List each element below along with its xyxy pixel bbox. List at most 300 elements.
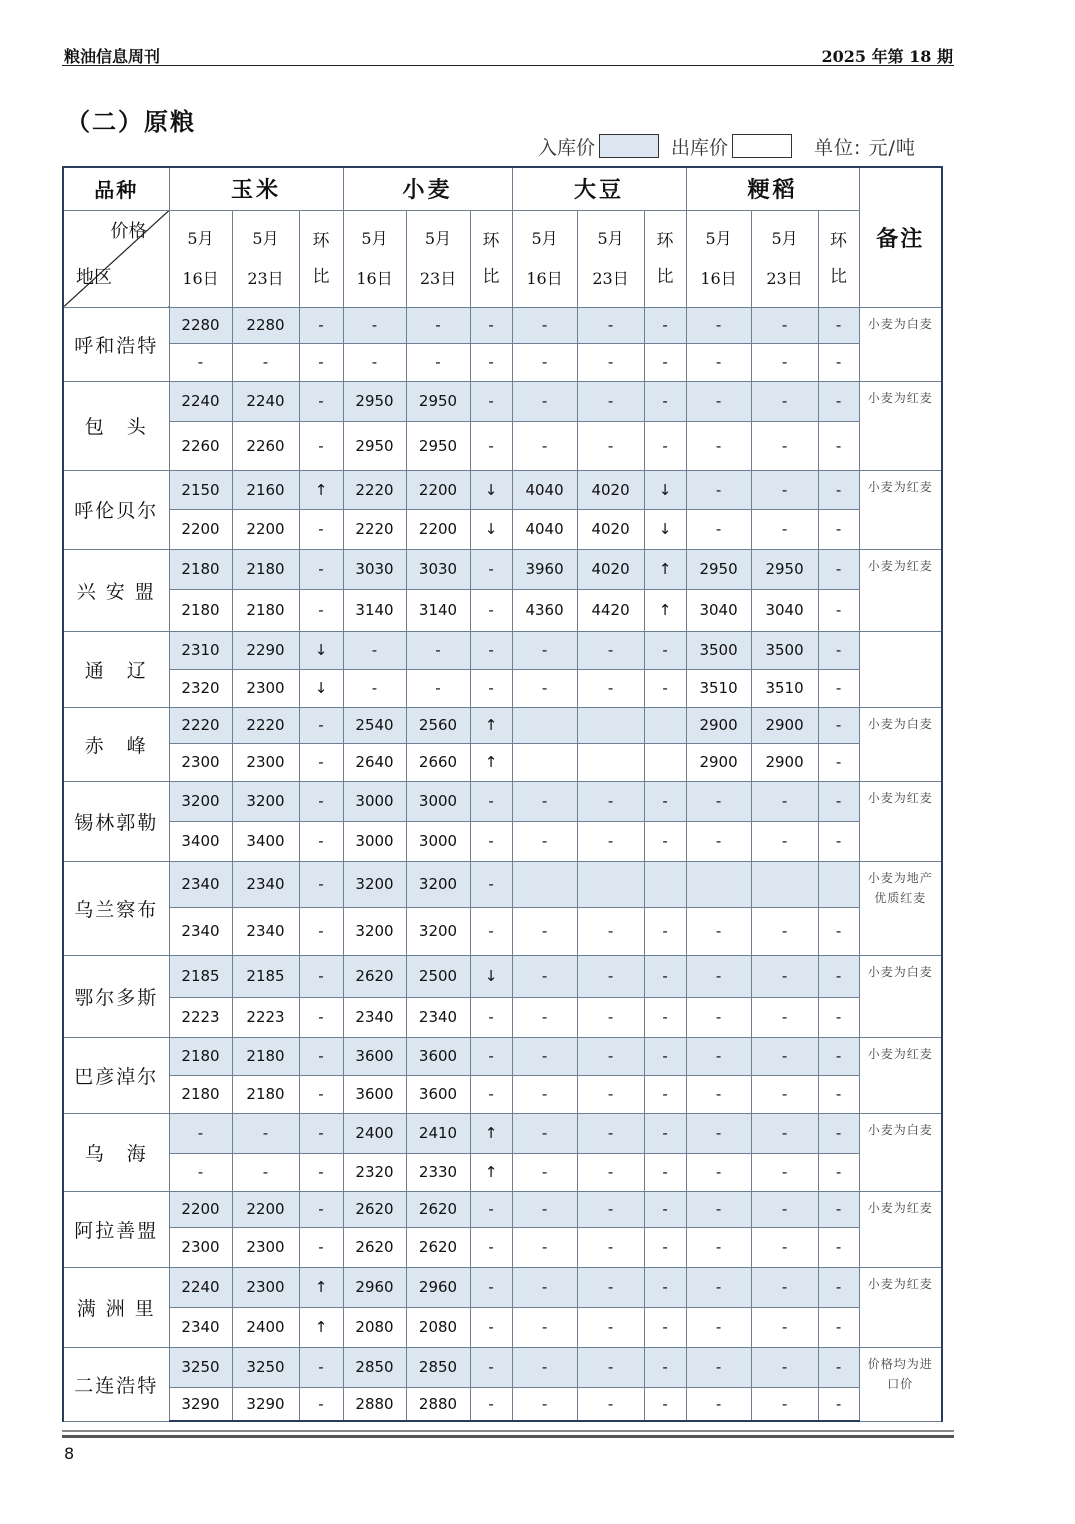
change-indicator [818, 861, 859, 907]
change-indicator: - [299, 707, 343, 743]
outbound-price-cell: - [686, 1307, 751, 1347]
inbound-price-cell: 2150 [169, 470, 232, 509]
outbound-price-cell: 3400 [232, 821, 299, 861]
change-indicator: - [644, 1113, 686, 1153]
inbound-price-cell: 2620 [343, 1191, 406, 1227]
inbound-price-cell: 2160 [232, 470, 299, 509]
change-indicator: - [299, 381, 343, 421]
outbound-price-cell: 4040 [512, 509, 577, 549]
outbound-price-cell: 2320 [343, 1153, 406, 1191]
outbound-price-cell: - [686, 421, 751, 470]
outbound-price-cell: - [577, 1227, 644, 1267]
change-indicator: - [299, 589, 343, 631]
outbound-price-cell: 2180 [232, 589, 299, 631]
inbound-price-cell: - [577, 955, 644, 997]
outbound-price-cell: 2300 [232, 1227, 299, 1267]
change-indicator: - [644, 1347, 686, 1387]
change-indicator: - [299, 1113, 343, 1153]
table-row [63, 509, 942, 549]
outbound-price-cell: 2880 [406, 1387, 470, 1421]
change-indicator: - [299, 1075, 343, 1113]
change-indicator: - [644, 1075, 686, 1113]
change-indicator: - [818, 1075, 859, 1113]
outbound-price-cell: 2660 [406, 743, 470, 781]
change-indicator: - [470, 549, 512, 589]
region-name: 兴 安 盟 [63, 549, 169, 631]
inbound-price-cell: - [686, 470, 751, 509]
date-month: 5月 [187, 228, 214, 248]
change-indicator: ↓ [644, 470, 686, 509]
outbound-price-cell: - [751, 1153, 818, 1191]
outbound-price-cell: 2180 [232, 1075, 299, 1113]
inbound-price-cell [577, 707, 644, 743]
inbound-price-cell: 3600 [343, 1037, 406, 1075]
inbound-price-cell: 2280 [169, 307, 232, 343]
outbound-price-cell: - [343, 343, 406, 381]
table-row [63, 1075, 942, 1113]
region-name: 包 头 [63, 381, 169, 470]
inbound-label: 入库价 [538, 136, 596, 159]
outbound-price-cell: - [751, 821, 818, 861]
price-region-diagonal-header [63, 210, 169, 307]
price-label: 价格 [110, 220, 147, 242]
change-indicator: - [299, 1347, 343, 1387]
inbound-price-cell: - [686, 307, 751, 343]
inbound-price-cell: - [751, 307, 818, 343]
table-row [63, 861, 942, 907]
inbound-price-cell [512, 861, 577, 907]
change-indicator: - [470, 421, 512, 470]
outbound-price-cell: - [751, 1307, 818, 1347]
remark-cell: 价格均为进口价 [859, 1347, 942, 1421]
inbound-price-cell: 2960 [406, 1267, 470, 1307]
region-name: 阿拉善盟 [63, 1191, 169, 1267]
region-name: 赤 峰 [63, 707, 169, 781]
outbound-price-cell: - [686, 997, 751, 1037]
publication-title: 粮油信息周刊 [64, 47, 161, 66]
change-indicator: ↓ [299, 631, 343, 669]
outbound-price-cell: - [406, 669, 470, 707]
inbound-price-cell: - [512, 1347, 577, 1387]
inbound-swatch [599, 134, 659, 158]
change-indicator: - [470, 1307, 512, 1347]
inbound-price-cell: - [512, 631, 577, 669]
outbound-price-cell: 3290 [232, 1387, 299, 1421]
inbound-price-cell: 3000 [406, 781, 470, 821]
inbound-price-cell: 4020 [577, 470, 644, 509]
inbound-price-cell: 2300 [232, 1267, 299, 1307]
section-title: （二）原粮 [66, 108, 196, 136]
change-header-wheat [470, 210, 512, 307]
inbound-price-cell: 2400 [343, 1113, 406, 1153]
outbound-price-cell: - [577, 1153, 644, 1191]
inbound-price-cell: 2340 [169, 861, 232, 907]
table-row [63, 997, 942, 1037]
change-indicator: - [470, 821, 512, 861]
outbound-price-cell: 2340 [406, 997, 470, 1037]
change-label-top: 环 [312, 230, 330, 251]
change-label-top: 环 [482, 230, 500, 251]
inbound-price-cell: - [751, 1191, 818, 1227]
outbound-price-cell: - [751, 997, 818, 1037]
change-indicator: ↓ [299, 669, 343, 707]
region-name: 鄂尔多斯 [63, 955, 169, 1037]
region-name: 呼伦贝尔 [63, 470, 169, 549]
inbound-price-cell: - [686, 955, 751, 997]
change-indicator: - [644, 821, 686, 861]
inbound-price-cell: - [577, 381, 644, 421]
outbound-price-cell: 2880 [343, 1387, 406, 1421]
remark-cell: 小麦为白麦 [859, 1113, 942, 1191]
inbound-price-cell: 2290 [232, 631, 299, 669]
date-header-wheat-date2 [406, 210, 470, 307]
date-month: 5月 [531, 228, 558, 248]
inbound-price-cell: 2280 [232, 307, 299, 343]
outbound-price-cell: 2320 [169, 669, 232, 707]
change-label-bottom: 比 [830, 266, 848, 287]
inbound-price-cell: 4040 [512, 470, 577, 509]
outbound-price-cell: - [512, 907, 577, 955]
region-name: 巴彦淖尔 [63, 1037, 169, 1113]
outbound-price-cell: - [577, 1307, 644, 1347]
change-indicator: - [818, 509, 859, 549]
change-indicator: - [644, 669, 686, 707]
change-indicator: - [299, 1227, 343, 1267]
outbound-price-cell: - [512, 1227, 577, 1267]
inbound-price-cell: - [512, 955, 577, 997]
remark-cell: 小麦为红麦 [859, 1191, 942, 1267]
change-indicator: ↑ [299, 1307, 343, 1347]
change-indicator: ↓ [470, 470, 512, 509]
change-indicator: - [818, 549, 859, 589]
change-indicator: - [818, 907, 859, 955]
change-indicator: - [818, 1387, 859, 1421]
outbound-price-cell: 2340 [343, 997, 406, 1037]
change-indicator: - [818, 589, 859, 631]
remark-cell: 小麦为红麦 [859, 470, 942, 549]
change-indicator: - [818, 1191, 859, 1227]
outbound-price-cell: 2340 [232, 907, 299, 955]
outbound-price-cell: 2950 [343, 421, 406, 470]
change-indicator: - [818, 781, 859, 821]
table-row [63, 343, 942, 381]
inbound-price-cell: 2180 [232, 549, 299, 589]
change-indicator: - [818, 997, 859, 1037]
inbound-price-cell: - [343, 307, 406, 343]
inbound-price-cell: - [512, 1191, 577, 1227]
outbound-swatch [732, 134, 792, 158]
change-indicator: ↑ [470, 743, 512, 781]
region-name: 通 辽 [63, 631, 169, 707]
inbound-price-cell: 2950 [343, 381, 406, 421]
change-indicator: - [299, 781, 343, 821]
crop-header-corn: 玉米 [169, 167, 343, 210]
change-indicator: ↑ [299, 470, 343, 509]
change-indicator: - [470, 1267, 512, 1307]
inbound-price-cell: - [512, 381, 577, 421]
change-indicator: - [299, 743, 343, 781]
outbound-price-cell: 3040 [686, 589, 751, 631]
inbound-price-cell: - [686, 1191, 751, 1227]
inbound-price-cell: - [577, 1267, 644, 1307]
remark-cell: 小麦为地产优质红麦 [859, 861, 942, 955]
outbound-price-cell: 2080 [406, 1307, 470, 1347]
inbound-price-cell: 3000 [343, 781, 406, 821]
table-row [63, 1227, 942, 1267]
table-row [63, 549, 942, 589]
inbound-price-cell: 2900 [751, 707, 818, 743]
date-day: 16日 [526, 268, 563, 288]
change-label-bottom: 比 [482, 266, 500, 287]
table-row [63, 1267, 942, 1307]
inbound-price-cell: 3250 [232, 1347, 299, 1387]
inbound-price-cell: - [343, 631, 406, 669]
change-label-top: 环 [830, 230, 848, 251]
outbound-price-cell: - [686, 509, 751, 549]
date-month: 5月 [361, 228, 388, 248]
outbound-price-cell: 3290 [169, 1387, 232, 1421]
change-indicator: - [299, 821, 343, 861]
crop-header-soybean: 大豆 [512, 167, 686, 210]
outbound-price-cell: 2900 [751, 743, 818, 781]
unit-label: 单位: 元/吨 [814, 136, 916, 159]
outbound-price-cell: 2200 [232, 509, 299, 549]
change-indicator: - [470, 1037, 512, 1075]
outbound-price-cell: 3000 [343, 821, 406, 861]
date-month: 5月 [252, 228, 279, 248]
change-indicator: - [818, 955, 859, 997]
change-indicator: - [644, 1153, 686, 1191]
outbound-price-cell: 2300 [169, 1227, 232, 1267]
outbound-price-cell: - [577, 907, 644, 955]
outbound-price-cell: - [577, 669, 644, 707]
inbound-price-cell: 2620 [343, 955, 406, 997]
outbound-price-cell: 3400 [169, 821, 232, 861]
outbound-price-cell: - [512, 421, 577, 470]
outbound-price-cell: - [751, 1387, 818, 1421]
inbound-price-cell: - [751, 470, 818, 509]
crop-header-japonica-rice: 粳稻 [686, 167, 859, 210]
change-indicator: - [299, 1037, 343, 1075]
outbound-price-cell: 2260 [169, 421, 232, 470]
change-indicator: - [818, 1267, 859, 1307]
inbound-price-cell: - [406, 631, 470, 669]
inbound-price-cell: 2560 [406, 707, 470, 743]
outbound-price-cell: - [512, 1153, 577, 1191]
outbound-price-cell: 2620 [343, 1227, 406, 1267]
change-indicator: - [299, 343, 343, 381]
change-indicator: ↓ [644, 509, 686, 549]
inbound-price-cell: - [577, 1347, 644, 1387]
change-indicator: - [470, 861, 512, 907]
inbound-price-cell [512, 707, 577, 743]
outbound-price-cell: 3140 [406, 589, 470, 631]
inbound-price-cell: 2180 [232, 1037, 299, 1075]
inbound-price-cell: 4020 [577, 549, 644, 589]
outbound-price-cell: 2340 [169, 907, 232, 955]
outbound-price-cell: - [512, 1075, 577, 1113]
region-name: 二连浩特 [63, 1347, 169, 1421]
outbound-price-cell: 4420 [577, 589, 644, 631]
inbound-price-cell: - [751, 955, 818, 997]
outbound-price-cell: - [751, 343, 818, 381]
remark-cell: 小麦为白麦 [859, 955, 942, 1037]
change-indicator: - [644, 997, 686, 1037]
change-indicator: - [644, 1307, 686, 1347]
inbound-price-cell: - [577, 307, 644, 343]
crop-header-wheat: 小麦 [343, 167, 512, 210]
change-indicator: - [644, 631, 686, 669]
outbound-price-cell: - [686, 1075, 751, 1113]
outbound-price-cell: - [751, 421, 818, 470]
inbound-price-cell: 3030 [343, 549, 406, 589]
date-day: 16日 [700, 268, 737, 288]
inbound-price-cell [577, 861, 644, 907]
inbound-price-cell [686, 861, 751, 907]
change-indicator: ↑ [470, 707, 512, 743]
change-indicator: - [470, 997, 512, 1037]
remark-cell: 小麦为白麦 [859, 707, 942, 781]
change-label-bottom: 比 [312, 266, 330, 287]
date-header-corn-date1 [169, 210, 232, 307]
inbound-price-cell: 2950 [751, 549, 818, 589]
inbound-price-cell: - [512, 781, 577, 821]
change-label-top: 环 [656, 230, 674, 251]
inbound-price-cell: - [512, 307, 577, 343]
inbound-price-cell: 3600 [406, 1037, 470, 1075]
change-indicator: ↑ [470, 1153, 512, 1191]
outbound-price-cell: 3200 [406, 907, 470, 955]
outbound-price-cell: 2223 [232, 997, 299, 1037]
change-indicator [644, 707, 686, 743]
inbound-price-cell: 2410 [406, 1113, 470, 1153]
change-indicator: - [470, 343, 512, 381]
footer-rule-thick [62, 1435, 954, 1438]
change-header-japonica-rice [818, 210, 859, 307]
change-header-corn [299, 210, 343, 307]
inbound-price-cell [751, 861, 818, 907]
outbound-label: 出库价 [671, 136, 729, 159]
outbound-price-cell: 3510 [751, 669, 818, 707]
change-indicator: - [299, 307, 343, 343]
inbound-price-cell: - [577, 631, 644, 669]
outbound-price-cell: - [512, 343, 577, 381]
outbound-price-cell: - [232, 343, 299, 381]
outbound-price-cell: - [232, 1153, 299, 1191]
inbound-price-cell: - [577, 1037, 644, 1075]
outbound-price-cell: 2300 [232, 669, 299, 707]
outbound-price-cell: - [577, 821, 644, 861]
date-month: 5月 [771, 228, 798, 248]
outbound-price-cell: 2340 [169, 1307, 232, 1347]
change-indicator: - [644, 1267, 686, 1307]
change-indicator: - [818, 421, 859, 470]
date-day: 23日 [419, 268, 457, 288]
outbound-price-cell: 3140 [343, 589, 406, 631]
outbound-price-cell: - [512, 1387, 577, 1421]
outbound-price-cell: - [751, 1227, 818, 1267]
outbound-price-cell: 2200 [169, 509, 232, 549]
outbound-price-cell: - [577, 997, 644, 1037]
table-row [63, 1347, 942, 1387]
inbound-price-cell: 2185 [232, 955, 299, 997]
remark-cell: 小麦为红麦 [859, 549, 942, 631]
change-indicator: - [470, 1347, 512, 1387]
outbound-price-cell: - [686, 1227, 751, 1267]
change-indicator: - [644, 1227, 686, 1267]
change-indicator [644, 743, 686, 781]
outbound-price-cell: - [577, 1387, 644, 1421]
outbound-price-cell: 2223 [169, 997, 232, 1037]
inbound-price-cell: 2850 [343, 1347, 406, 1387]
outbound-price-cell: 3200 [343, 907, 406, 955]
outbound-price-cell: - [686, 1387, 751, 1421]
outbound-price-cell: 2260 [232, 421, 299, 470]
change-indicator: - [644, 955, 686, 997]
inbound-price-cell: - [577, 1191, 644, 1227]
outbound-price-cell: - [577, 1075, 644, 1113]
inbound-price-cell: 2240 [232, 381, 299, 421]
inbound-price-cell: - [751, 381, 818, 421]
table-row [63, 421, 942, 470]
change-indicator: - [470, 907, 512, 955]
outbound-price-cell: - [686, 1153, 751, 1191]
outbound-price-cell: - [512, 1307, 577, 1347]
inbound-price-cell: 2850 [406, 1347, 470, 1387]
remark-cell: 小麦为红麦 [859, 381, 942, 470]
table-row [63, 1307, 942, 1347]
change-indicator: - [818, 1037, 859, 1075]
change-indicator: - [299, 1153, 343, 1191]
change-indicator: - [818, 1113, 859, 1153]
change-indicator: - [818, 1347, 859, 1387]
change-indicator: - [818, 821, 859, 861]
price-legend [538, 132, 916, 160]
change-indicator: - [818, 707, 859, 743]
inbound-price-cell: - [686, 1113, 751, 1153]
change-indicator: - [470, 589, 512, 631]
inbound-price-cell: 3500 [751, 631, 818, 669]
inbound-price-cell: 2200 [406, 470, 470, 509]
inbound-price-cell: 3200 [169, 781, 232, 821]
date-header-japonica-rice-date2 [751, 210, 818, 307]
change-indicator: - [299, 549, 343, 589]
change-indicator: ↓ [470, 955, 512, 997]
change-indicator: - [470, 1075, 512, 1113]
inbound-price-cell: 2200 [232, 1191, 299, 1227]
inbound-price-cell: 2500 [406, 955, 470, 997]
inbound-price-cell: - [751, 1267, 818, 1307]
change-label-bottom: 比 [656, 266, 674, 287]
change-indicator: - [644, 1387, 686, 1421]
change-indicator: - [644, 1037, 686, 1075]
outbound-price-cell: - [577, 343, 644, 381]
change-indicator: - [818, 381, 859, 421]
inbound-price-cell: 2240 [169, 1267, 232, 1307]
change-indicator: - [470, 669, 512, 707]
date-header-soybean-date2 [577, 210, 644, 307]
inbound-price-cell: 2340 [232, 861, 299, 907]
change-indicator: - [818, 343, 859, 381]
outbound-price-cell: 2620 [406, 1227, 470, 1267]
change-indicator: - [644, 1191, 686, 1227]
change-indicator [644, 861, 686, 907]
table-row [63, 589, 942, 631]
outbound-price-cell: - [169, 343, 232, 381]
region-label: 地区 [76, 266, 112, 288]
table-row [63, 307, 942, 343]
change-indicator: - [470, 781, 512, 821]
